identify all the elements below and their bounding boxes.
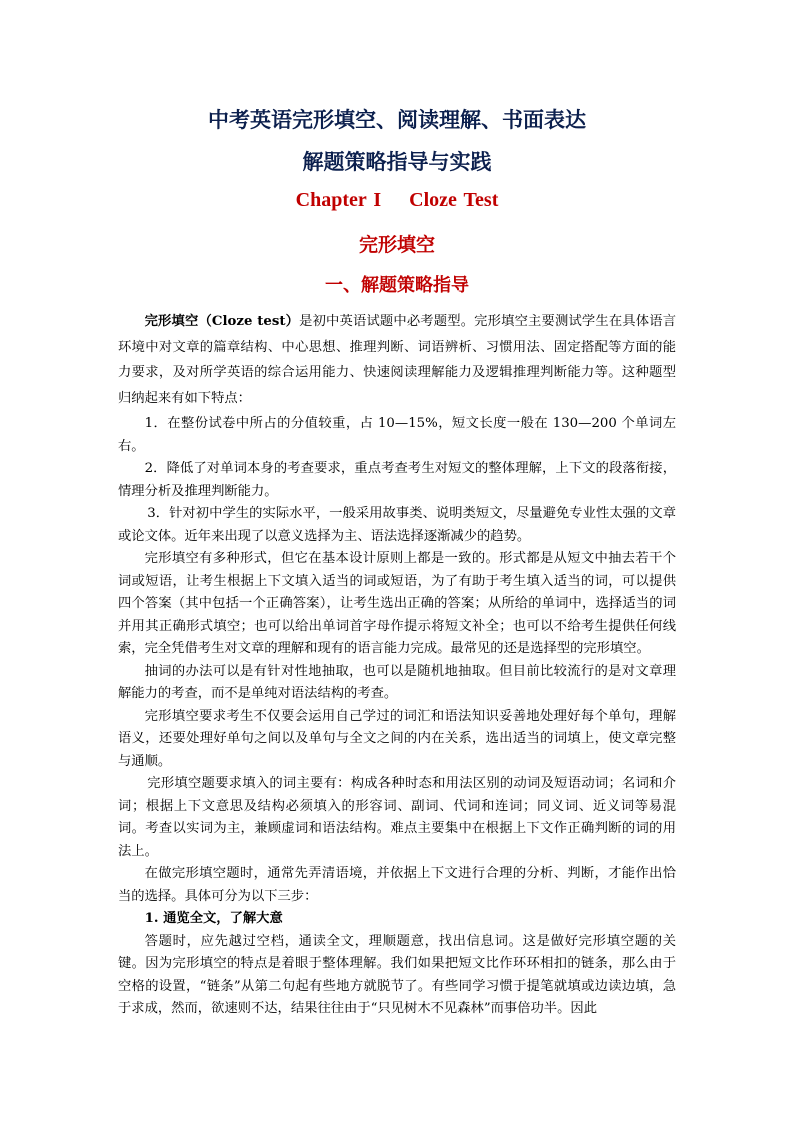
chapter-heading: Chapter I Cloze Test — [295, 189, 499, 211]
steps-paragraph: 在做完形填空题时，通常先弄清语境，并依据上下文进行合理的分析、判断，才能作出恰当的选择。具体可分为以下三步： — [118, 866, 676, 904]
step1-paragraph: 答题时，应先越过空档，通读全文，理顺题意，找出信息词。这是做好完形填空题的关键。因为完形填空的特点是着眼于整体理解。我们如果把短文比作环环相扣的链条，那么由于空格的设置，“链条”从第二句起有些地方就脱节了。有些同学习惯于提笔就填或边读边填，急于求成，然而，欲速则不达，结果往往由于“只见树木不见森林”而事倍功半。因此 — [118, 933, 676, 1016]
forms-paragraph: 完形填空有多种形式，但它在基本设计原则上都是一致的。形式都是从短文中抽去若干个词或短语，让考生根据上下文填入适当的词或短语，为了有助于考生填入适当的词，可以提供四个答案（其中包括一个正确答案），让考生选出正确的答案；从所给的单词中，选择适当的词并用其正确形式填空；也可以给出单词首字母作提示将短文补全；也可以不给考生提供任何线索，完全凭借考生对文章的理解和现有的语言能力完成。最常见的还是选择型的完形填空。 — [118, 551, 676, 656]
section-heading: 一、解题策略指导 — [325, 275, 469, 296]
intro-paragraph — [118, 309, 676, 411]
intro-text: 是初中英语试题中必考题型。完形填空主要测试学生在具体语言环境中对文章的篇章结构、中心思想、推理判断、词语辨析、习惯用法、固定搭配等方面的能力要求，及对所学英语的综合运用能力、快速阅读理解能力及逻辑推理判断能力等。这种题型归纳起来有如下特点： — [118, 314, 677, 406]
point-3: 3．针对初中学生的实际水平，一般采用故事类、说明类短文，尽量避免专业性太强的文章或论文体。近年来出现了以意义选择为主、语法选择逐渐减少的趋势。 — [118, 506, 676, 544]
document-body — [118, 309, 676, 1021]
point-2: 2．降低了对单词本身的考查要求，重点考查考生对短文的整体理解，上下文的段落衔接，情理分析及推理判断能力。 — [118, 461, 676, 499]
step1-heading: 1. 通览全文，了解大意 — [144, 911, 283, 926]
point-1: 1．在整份试卷中所占的分值较重，占 10—15%，短文长度一般在 130—200 个单词左右。 — [118, 416, 676, 454]
extract-paragraph: 抽词的办法可以是有针对性地抽取，也可以是随机地抽取。但目前比较流行的是对文章理解能力的考查，而不是单纯对语法结构的考查。 — [118, 663, 676, 701]
chapter-subtitle: 完形填空 — [358, 234, 435, 256]
requirement-paragraph: 完形填空要求考生不仅要会运用自己学过的词汇和语法知识妥善地处理好每个单句，理解语义，还要处理好单句之间以及单句与全文之间的内在关系，选出适当的词填上，使文章完整与通顺。 — [118, 708, 676, 769]
words-paragraph: 完形填空题要求填入的词主要有：构成各种时态和用法区别的动词及短语动词；名词和介词；根据上下文意思及结构必须填入的形容词、副词、代词和连词；同义词、近义词等易混词。考查以实词为主，兼顾虚词和语法结构。难点主要集中在根据上下文作正确判断的词的用法上。 — [118, 776, 676, 859]
document-title-line1: 中考英语完形填空、阅读理解、书面表达 — [208, 107, 586, 132]
document-title-line2: 解题策略指导与实践 — [302, 149, 492, 174]
intro-term: 完形填空（Cloze test） — [144, 314, 300, 329]
